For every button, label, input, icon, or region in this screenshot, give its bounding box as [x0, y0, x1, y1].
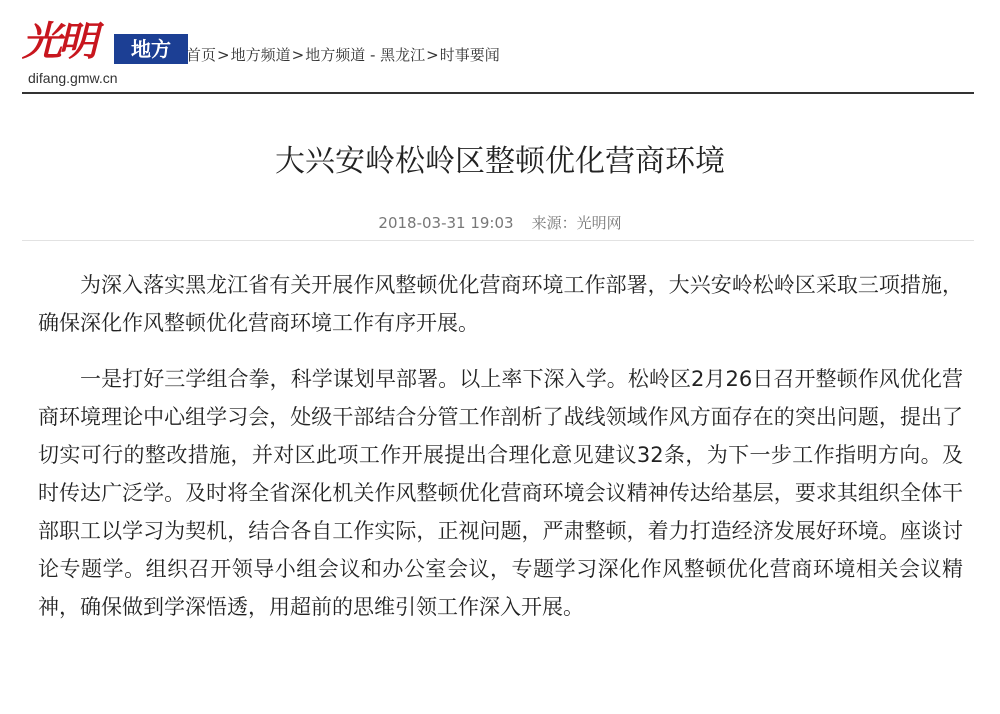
breadcrumb-home[interactable]: 首页 — [186, 46, 217, 64]
site-url: difang.gmw.cn — [28, 70, 118, 86]
article-body — [38, 266, 963, 644]
header-divider — [22, 92, 974, 94]
article-paragraph: 为深入落实黑龙江省有关开展作风整顿优化营商环境工作部署，大兴安岭松岭区采取三项措施，确保深化作风整顿优化营商环境工作有序开展。 — [38, 273, 963, 335]
breadcrumb-separator: > — [217, 46, 230, 64]
site-logo[interactable]: 光明 — [22, 18, 94, 65]
article-source: 来源：光明网 — [531, 214, 622, 232]
breadcrumb-separator: > — [291, 46, 305, 64]
meta-divider — [22, 240, 974, 241]
breadcrumb-separator: > — [426, 46, 439, 64]
article-paragraph: 一是打好三学组合拳，科学谋划早部署。以上率下深入学。松岭区2月26日召开整顿作风优化营商环境理论中心组学习会，处级干部结合分管工作剖析了战线领域作风方面存在的突出问题，提出了切实可行的整改措施，并对区此项工作开展提出合理化意见建议32条，为下一步工作指明方向。及时传达广泛学。及时将全省深化机关作风整顿优化营商环境会议精神传达给基层，要求其组织全体干部职工以学习为契机，结合各自工作实际，正视问题，严肃整顿，着力打造经济发展好环境。座谈讨论专题学。组织召开领导小组会议和办公室会议，专题学习深化作风整顿优化营商环境相关会议精神，确保做到学深悟透，用超前的思维引领工作深入开展。 — [38, 367, 963, 619]
article-date: 2018-03-31 19:03 — [378, 214, 514, 232]
article-title: 大兴安岭松岭区整顿优化营商环境 — [275, 144, 725, 179]
breadcrumb-heilongjiang[interactable]: 地方频道 - 黑龙江 — [305, 46, 426, 64]
site-header — [22, 14, 974, 94]
breadcrumb — [186, 44, 500, 65]
breadcrumb-local-channel[interactable]: 地方频道 — [230, 46, 291, 64]
article-meta — [0, 212, 1000, 233]
breadcrumb-current-news[interactable]: 时事要闻 — [439, 46, 500, 64]
site-logo-badge[interactable]: 地方 — [114, 34, 188, 64]
